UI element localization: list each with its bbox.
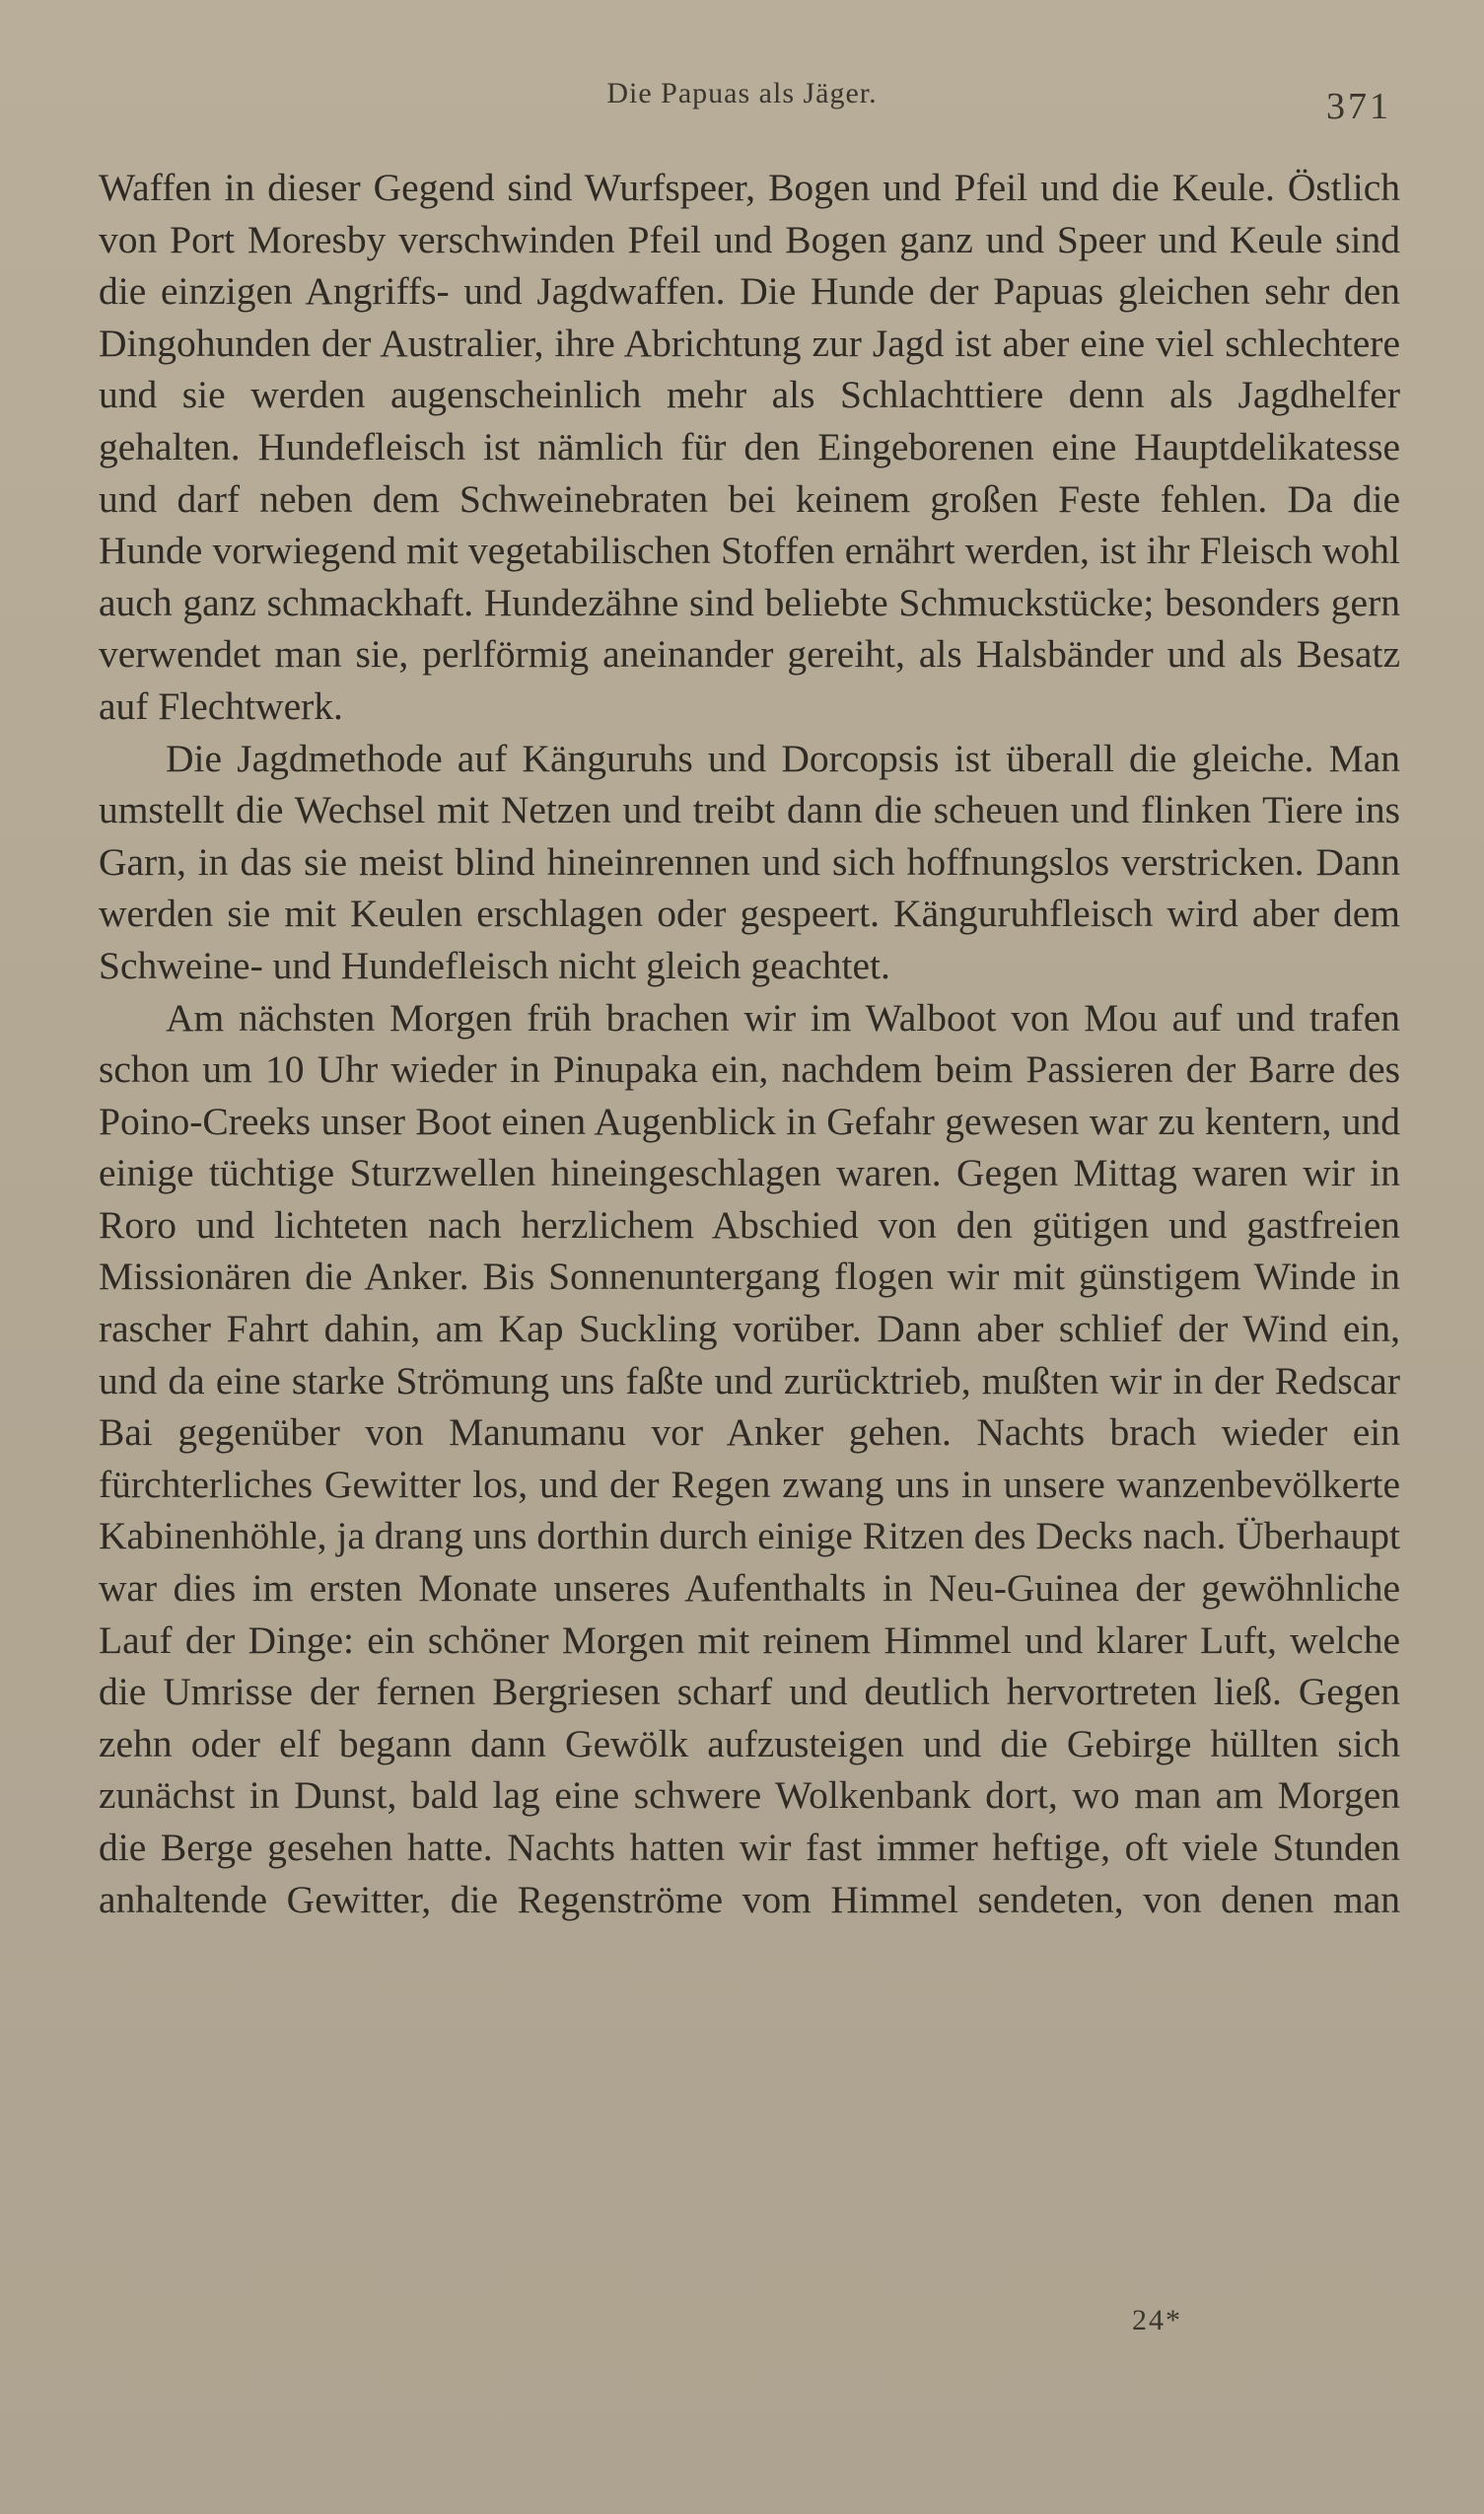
paragraph-2: Die Jagdmethode auf Känguruhs und Dorcopsis ist überall die gleiche. Man umstellt die Wechsel mit Netzen und treibt dann die scheuen und flinken Tiere ins Garn, in das sie meist blind hineinrennen und sich hoffnungslos verstricken. Dann werden sie mit Keulen erschlagen oder gespeert. Känguruhfleisch wird aber dem Schweine- und Hundefleisch nicht gleich geachtet.	[99, 736, 1400, 987]
paragraph-1: Waffen in dieser Gegend sind Wurfspeer, Bogen und Pfeil und die Keule. Östlich von Port Moresby verschwinden Pfeil und Bogen ganz und Speer und Keule sind die einzigen Angriffs- und Jagdwaffen. Die Hunde der Papuas gleichen sehr den Dingohunden der Australier, ihre Abrichtung zur Jagd ist aber eine viel schlechtere und sie werden augenscheinlich mehr als Schlachttiere denn als Jagdhelfer gehalten. Hundefleisch ist nämlich für den Eingeborenen eine Hauptdelikatesse und darf neben dem Schweinebraten bei keinem großen Feste fehlen. Da die Hunde vorwiegend mit vegetabilischen Stoffen ernährt werden, ist ihr Fleisch wohl auch ganz schmackhaft. Hundezähne sind beliebte Schmuckstücke; besonders gern verwendet man sie, perlförmig aneinander gereiht, als Halsbänder und als Besatz auf Flechtwerk.	[99, 166, 1400, 728]
page-number: 371	[1326, 86, 1391, 127]
signature-mark: 24*	[1132, 2304, 1182, 2336]
body-text	[99, 162, 1400, 1925]
paragraph-3: Am nächsten Morgen früh brachen wir im Walboot von Mou auf und trafen schon um 10 Uhr wieder in Pinupaka ein, nachdem beim Passieren der Barre des Poino-Creeks unser Boot einen Augenblick in Gefahr gewesen war zu kentern, und einige tüchtige Sturzwellen hineingeschlagen waren. Gegen Mittag waren wir in Roro und lichteten nach herzlichem Abschied von den gütigen und gastfreien Missionären die Anker. Bis Sonnenuntergang flogen wir mit günstigem Winde in rascher Fahrt dahin, am Kap Suckling vorüber. Dann aber schlief der Wind ein, und da eine starke Strömung uns faßte und zurücktrieb, mußten wir in der Redscar Bai gegenüber von Manumanu vor Anker gehen. Nachts brach wieder ein fürchterliches Gewitter los, und der Regen zwang uns in unsere wanzenbevölkerte Kabinenhöhle, ja drang uns dorthin durch einige Ritzen des Decks nach. Überhaupt war dies im ersten Monate unseres Aufenthalts in Neu-Guinea der gewöhnliche Lauf der Dinge: ein schöner Morgen mit reinem Himmel und klarer Luft, welche die Umrisse der fernen Bergriesen scharf und deutlich hervortreten ließ. Gegen zehn oder elf begann dann Gewölk aufzusteigen und die Gebirge hüllten sich zunächst in Dunst, bald lag eine schwere Wolkenbank dort, wo man am Morgen die Berge gesehen hatte. Nachts hatten wir fast immer heftige, oft viele Stunden anhaltende Gewitter, die Regenströme vom Himmel sendeten, von denen man	[99, 995, 1400, 1921]
running-head-title: Die Papuas als Jäger.	[606, 77, 878, 109]
